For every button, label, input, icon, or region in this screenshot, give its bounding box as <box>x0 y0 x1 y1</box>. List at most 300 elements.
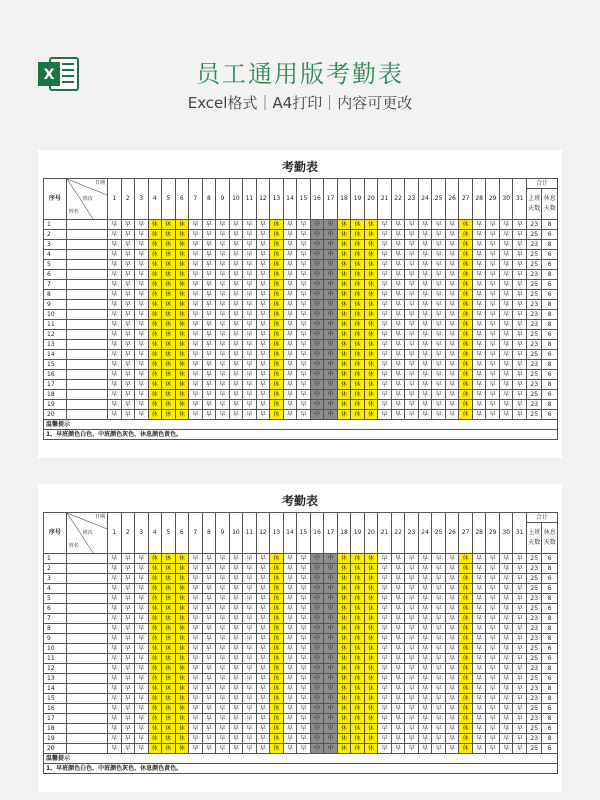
shift-cell: 早 <box>405 584 419 594</box>
shift-cell: 早 <box>445 724 459 734</box>
shift-cell: 早 <box>378 574 392 584</box>
day-header: 7 <box>189 513 203 554</box>
shift-cell: 早 <box>472 664 486 674</box>
table-row <box>44 240 558 250</box>
shift-cell: 早 <box>256 260 270 270</box>
shift-cell: 中 <box>310 250 324 260</box>
table-row <box>44 300 558 310</box>
shift-cell: 早 <box>405 694 419 704</box>
shift-cell: 休 <box>148 360 162 370</box>
shift-cell: 早 <box>499 644 513 654</box>
shift-cell: 早 <box>432 300 446 310</box>
shift-cell: 早 <box>121 644 135 654</box>
shift-cell: 中 <box>310 400 324 410</box>
shift-cell: 休 <box>351 714 365 724</box>
shift-cell: 休 <box>459 624 473 634</box>
shift-cell: 早 <box>283 240 297 250</box>
shift-cell: 早 <box>486 410 500 420</box>
day-header: 5 <box>162 513 176 554</box>
shift-cell: 休 <box>270 240 284 250</box>
rest-days-cell: 8 <box>542 734 558 744</box>
shift-cell: 早 <box>121 220 135 230</box>
shift-cell: 早 <box>391 410 405 420</box>
shift-cell: 早 <box>256 330 270 340</box>
shift-cell: 早 <box>189 390 203 400</box>
shift-cell: 早 <box>229 380 243 390</box>
shift-cell: 早 <box>283 584 297 594</box>
shift-cell: 早 <box>472 310 486 320</box>
shift-cell: 早 <box>499 220 513 230</box>
shift-cell: 中 <box>324 604 338 614</box>
shift-cell: 休 <box>175 564 189 574</box>
shift-cell: 中 <box>310 584 324 594</box>
shift-cell: 早 <box>256 270 270 280</box>
header-rest-days <box>542 189 558 220</box>
shift-cell: 早 <box>297 744 311 754</box>
shift-cell: 早 <box>432 624 446 634</box>
row-number: 10 <box>44 310 67 320</box>
shift-cell: 休 <box>337 310 351 320</box>
shift-cell: 早 <box>283 350 297 360</box>
day-header: 31 <box>513 513 527 554</box>
shift-cell: 早 <box>135 260 149 270</box>
shift-cell: 早 <box>486 220 500 230</box>
shift-cell: 休 <box>148 584 162 594</box>
shift-cell: 休 <box>148 614 162 624</box>
shift-cell: 早 <box>107 564 121 574</box>
shift-cell: 早 <box>121 594 135 604</box>
shift-cell: 休 <box>459 240 473 250</box>
shift-cell: 早 <box>121 734 135 744</box>
work-days-cell: 23 <box>526 220 541 230</box>
shift-cell: 早 <box>513 280 527 290</box>
shift-cell: 早 <box>256 280 270 290</box>
shift-cell: 休 <box>337 644 351 654</box>
shift-cell: 休 <box>175 664 189 674</box>
shift-cell: 早 <box>513 240 527 250</box>
shift-cell: 早 <box>391 704 405 714</box>
shift-cell: 早 <box>229 714 243 724</box>
shift-cell: 早 <box>216 250 230 260</box>
shift-cell: 休 <box>351 310 365 320</box>
shift-cell: 早 <box>189 564 203 574</box>
shift-cell: 休 <box>351 684 365 694</box>
table-row <box>44 724 558 734</box>
shift-cell: 早 <box>405 240 419 250</box>
shift-cell: 早 <box>378 684 392 694</box>
shift-cell: 早 <box>499 300 513 310</box>
shift-cell: 早 <box>405 704 419 714</box>
shift-cell: 休 <box>175 644 189 654</box>
shift-cell: 休 <box>270 624 284 634</box>
table-row <box>44 674 558 684</box>
shift-cell: 早 <box>432 390 446 400</box>
table-row <box>44 664 558 674</box>
shift-cell: 早 <box>283 704 297 714</box>
shift-cell: 早 <box>513 290 527 300</box>
header-work-days <box>526 189 541 220</box>
shift-cell: 中 <box>324 400 338 410</box>
shift-cell: 早 <box>297 644 311 654</box>
shift-cell: 早 <box>391 594 405 604</box>
shift-cell: 休 <box>459 584 473 594</box>
table-row <box>44 230 558 240</box>
shift-cell: 休 <box>364 564 378 574</box>
day-header: 10 <box>229 179 243 220</box>
shift-cell: 早 <box>202 270 216 280</box>
shift-cell: 休 <box>337 390 351 400</box>
shift-cell: 早 <box>472 230 486 240</box>
row-name <box>66 584 107 594</box>
tip-text-row <box>44 764 558 774</box>
shift-cell: 休 <box>162 564 176 574</box>
shift-cell: 休 <box>270 360 284 370</box>
header-corner <box>66 179 107 220</box>
shift-cell: 早 <box>229 240 243 250</box>
shift-cell: 早 <box>418 744 432 754</box>
shift-cell: 休 <box>175 270 189 280</box>
shift-cell: 早 <box>486 594 500 604</box>
tip-title: 温馨提示 <box>44 420 558 430</box>
shift-cell: 早 <box>432 714 446 724</box>
shift-cell: 早 <box>472 220 486 230</box>
shift-cell: 中 <box>310 240 324 250</box>
shift-cell: 早 <box>283 724 297 734</box>
shift-cell: 早 <box>243 280 257 290</box>
table-row <box>44 634 558 644</box>
shift-cell: 早 <box>243 410 257 420</box>
shift-cell: 早 <box>135 370 149 380</box>
shift-cell: 早 <box>243 390 257 400</box>
shift-cell: 早 <box>283 694 297 704</box>
shift-cell: 早 <box>229 604 243 614</box>
rest-days-cell: 8 <box>542 310 558 320</box>
shift-cell: 早 <box>418 360 432 370</box>
shift-cell: 早 <box>472 380 486 390</box>
shift-cell: 早 <box>513 684 527 694</box>
shift-cell: 早 <box>418 714 432 724</box>
shift-cell: 早 <box>107 250 121 260</box>
shift-cell: 早 <box>432 400 446 410</box>
shift-cell: 早 <box>216 664 230 674</box>
shift-cell: 休 <box>175 734 189 744</box>
shift-cell: 中 <box>324 724 338 734</box>
shift-cell: 早 <box>121 704 135 714</box>
shift-cell: 早 <box>135 350 149 360</box>
shift-cell: 早 <box>135 574 149 584</box>
shift-cell: 早 <box>256 360 270 370</box>
shift-cell: 早 <box>499 654 513 664</box>
day-header: 29 <box>486 179 500 220</box>
shift-cell: 中 <box>324 594 338 604</box>
shift-cell: 早 <box>107 320 121 330</box>
shift-cell: 早 <box>229 320 243 330</box>
shift-cell: 早 <box>189 654 203 664</box>
shift-cell: 早 <box>405 220 419 230</box>
shift-cell: 休 <box>148 300 162 310</box>
row-name <box>66 330 107 340</box>
shift-cell: 早 <box>256 250 270 260</box>
shift-cell: 早 <box>202 350 216 360</box>
shift-cell: 休 <box>162 614 176 624</box>
row-name <box>66 734 107 744</box>
shift-cell: 休 <box>337 654 351 664</box>
shift-cell: 早 <box>121 564 135 574</box>
shift-cell: 休 <box>162 584 176 594</box>
table-row <box>44 270 558 280</box>
shift-cell: 早 <box>283 380 297 390</box>
day-header: 18 <box>337 179 351 220</box>
shift-cell: 早 <box>216 350 230 360</box>
shift-cell: 早 <box>486 584 500 594</box>
rest-days-cell: 8 <box>542 684 558 694</box>
shift-cell: 早 <box>418 614 432 624</box>
shift-cell: 早 <box>378 260 392 270</box>
shift-cell: 早 <box>135 410 149 420</box>
shift-cell: 早 <box>418 564 432 574</box>
day-header: 30 <box>499 179 513 220</box>
shift-cell: 早 <box>283 734 297 744</box>
rest-days-cell: 8 <box>542 634 558 644</box>
shift-cell: 早 <box>472 320 486 330</box>
shift-cell: 早 <box>202 340 216 350</box>
shift-cell: 早 <box>405 310 419 320</box>
shift-cell: 休 <box>364 240 378 250</box>
shift-cell: 休 <box>162 684 176 694</box>
shift-cell: 早 <box>499 614 513 624</box>
shift-cell: 休 <box>459 554 473 564</box>
shift-cell: 早 <box>189 320 203 330</box>
shift-cell: 休 <box>148 744 162 754</box>
shift-cell: 中 <box>310 370 324 380</box>
shift-cell: 早 <box>256 684 270 694</box>
shift-cell: 早 <box>432 664 446 674</box>
shift-cell: 早 <box>189 674 203 684</box>
shift-cell: 早 <box>283 310 297 320</box>
table-row <box>44 290 558 300</box>
shift-cell: 早 <box>418 400 432 410</box>
shift-cell: 休 <box>162 340 176 350</box>
shift-cell: 休 <box>175 684 189 694</box>
shift-cell: 早 <box>513 380 527 390</box>
shift-cell: 早 <box>135 250 149 260</box>
shift-cell: 休 <box>337 744 351 754</box>
shift-cell: 早 <box>378 554 392 564</box>
shift-cell: 早 <box>107 674 121 684</box>
shift-cell: 中 <box>324 380 338 390</box>
shift-cell: 休 <box>175 230 189 240</box>
shift-cell: 早 <box>405 644 419 654</box>
shift-cell: 早 <box>297 410 311 420</box>
shift-cell: 早 <box>499 380 513 390</box>
shift-cell: 休 <box>459 320 473 330</box>
shift-cell: 休 <box>351 624 365 634</box>
row-name <box>66 260 107 270</box>
shift-cell: 休 <box>351 220 365 230</box>
shift-cell: 早 <box>135 684 149 694</box>
shift-cell: 休 <box>351 634 365 644</box>
shift-cell: 早 <box>499 360 513 370</box>
shift-cell: 早 <box>121 230 135 240</box>
shift-cell: 早 <box>432 584 446 594</box>
row-name <box>66 694 107 704</box>
shift-cell: 早 <box>513 350 527 360</box>
shift-cell: 早 <box>405 634 419 644</box>
shift-cell: 早 <box>378 704 392 714</box>
shift-cell: 早 <box>378 350 392 360</box>
shift-cell: 早 <box>243 554 257 564</box>
row-name <box>66 664 107 674</box>
shift-cell: 早 <box>513 554 527 564</box>
shift-cell: 早 <box>243 400 257 410</box>
work-days-cell: 23 <box>526 320 541 330</box>
shift-cell: 早 <box>391 634 405 644</box>
day-header: 1 <box>107 179 121 220</box>
shift-cell: 早 <box>135 380 149 390</box>
shift-cell: 早 <box>513 604 527 614</box>
logo-letter: X <box>43 67 55 83</box>
shift-cell: 早 <box>432 604 446 614</box>
shift-cell: 早 <box>256 634 270 644</box>
shift-cell: 早 <box>202 674 216 684</box>
rest-days-cell: 8 <box>542 664 558 674</box>
shift-cell: 早 <box>432 340 446 350</box>
shift-cell: 早 <box>216 574 230 584</box>
shift-cell: 早 <box>391 350 405 360</box>
shift-cell: 早 <box>121 260 135 270</box>
shift-cell: 早 <box>445 744 459 754</box>
shift-cell: 早 <box>378 330 392 340</box>
shift-cell: 早 <box>418 250 432 260</box>
row-name <box>66 724 107 734</box>
shift-cell: 早 <box>202 644 216 654</box>
row-number: 6 <box>44 604 67 614</box>
shift-cell: 休 <box>459 694 473 704</box>
row-number: 1 <box>44 220 67 230</box>
corner-name: 姓名 <box>68 209 79 215</box>
shift-cell: 早 <box>391 370 405 380</box>
shift-cell: 早 <box>486 390 500 400</box>
shift-cell: 早 <box>432 320 446 330</box>
table-row <box>44 554 558 564</box>
shift-cell: 休 <box>459 250 473 260</box>
row-name <box>66 704 107 714</box>
shift-cell: 早 <box>283 634 297 644</box>
header-rest-days <box>542 523 558 554</box>
shift-cell: 中 <box>324 340 338 350</box>
shift-cell: 休 <box>175 360 189 370</box>
shift-cell: 早 <box>445 340 459 350</box>
row-number: 16 <box>44 704 67 714</box>
shift-cell: 早 <box>405 594 419 604</box>
shift-cell: 早 <box>283 300 297 310</box>
row-name <box>66 744 107 754</box>
shift-cell: 早 <box>256 230 270 240</box>
shift-cell: 中 <box>310 614 324 624</box>
shift-cell: 早 <box>121 330 135 340</box>
shift-cell: 早 <box>121 554 135 564</box>
shift-cell: 早 <box>378 290 392 300</box>
shift-cell: 休 <box>175 744 189 754</box>
shift-cell: 休 <box>337 330 351 340</box>
work-days-cell: 23 <box>526 614 541 624</box>
shift-cell: 早 <box>499 594 513 604</box>
day-header: 16 <box>310 513 324 554</box>
shift-cell: 早 <box>135 310 149 320</box>
shift-cell: 早 <box>121 684 135 694</box>
shift-cell: 早 <box>405 250 419 260</box>
shift-cell: 中 <box>310 704 324 714</box>
shift-cell: 早 <box>297 624 311 634</box>
shift-cell: 早 <box>472 370 486 380</box>
shift-cell: 早 <box>391 744 405 754</box>
shift-cell: 早 <box>472 260 486 270</box>
shift-cell: 早 <box>391 270 405 280</box>
shift-cell: 中 <box>324 674 338 684</box>
shift-cell: 中 <box>310 674 324 684</box>
shift-cell: 休 <box>351 320 365 330</box>
shift-cell: 早 <box>135 554 149 564</box>
shift-cell: 休 <box>364 370 378 380</box>
day-header: 8 <box>202 179 216 220</box>
row-name <box>66 674 107 684</box>
shift-cell: 早 <box>513 614 527 624</box>
shift-cell: 早 <box>499 270 513 280</box>
shift-cell: 早 <box>513 634 527 644</box>
shift-cell: 早 <box>216 360 230 370</box>
shift-cell: 早 <box>107 634 121 644</box>
shift-cell: 早 <box>513 664 527 674</box>
shift-cell: 早 <box>283 220 297 230</box>
shift-cell: 早 <box>486 250 500 260</box>
shift-cell: 早 <box>216 584 230 594</box>
shift-cell: 中 <box>310 684 324 694</box>
shift-cell: 早 <box>189 724 203 734</box>
shift-cell: 早 <box>202 554 216 564</box>
shift-cell: 中 <box>310 220 324 230</box>
shift-cell: 早 <box>418 340 432 350</box>
shift-cell: 休 <box>148 594 162 604</box>
shift-cell: 休 <box>148 250 162 260</box>
shift-cell: 早 <box>216 594 230 604</box>
shift-cell: 休 <box>337 674 351 684</box>
shift-cell: 早 <box>256 664 270 674</box>
shift-cell: 早 <box>216 260 230 270</box>
shift-cell: 早 <box>297 704 311 714</box>
shift-cell: 早 <box>432 654 446 664</box>
shift-cell: 早 <box>107 694 121 704</box>
shift-cell: 休 <box>270 220 284 230</box>
shift-cell: 休 <box>351 400 365 410</box>
shift-cell: 中 <box>324 250 338 260</box>
row-number: 10 <box>44 644 67 654</box>
shift-cell: 早 <box>135 340 149 350</box>
shift-cell: 早 <box>243 300 257 310</box>
shift-cell: 早 <box>472 410 486 420</box>
shift-cell: 早 <box>513 360 527 370</box>
row-name <box>66 270 107 280</box>
shift-cell: 早 <box>445 280 459 290</box>
work-days-cell: 23 <box>526 694 541 704</box>
shift-cell: 早 <box>189 260 203 270</box>
work-days-cell: 25 <box>526 290 541 300</box>
shift-cell: 休 <box>270 270 284 280</box>
shift-cell: 休 <box>459 380 473 390</box>
shift-cell: 早 <box>202 724 216 734</box>
shift-cell: 休 <box>337 624 351 634</box>
shift-cell: 早 <box>121 400 135 410</box>
shift-cell: 休 <box>351 574 365 584</box>
